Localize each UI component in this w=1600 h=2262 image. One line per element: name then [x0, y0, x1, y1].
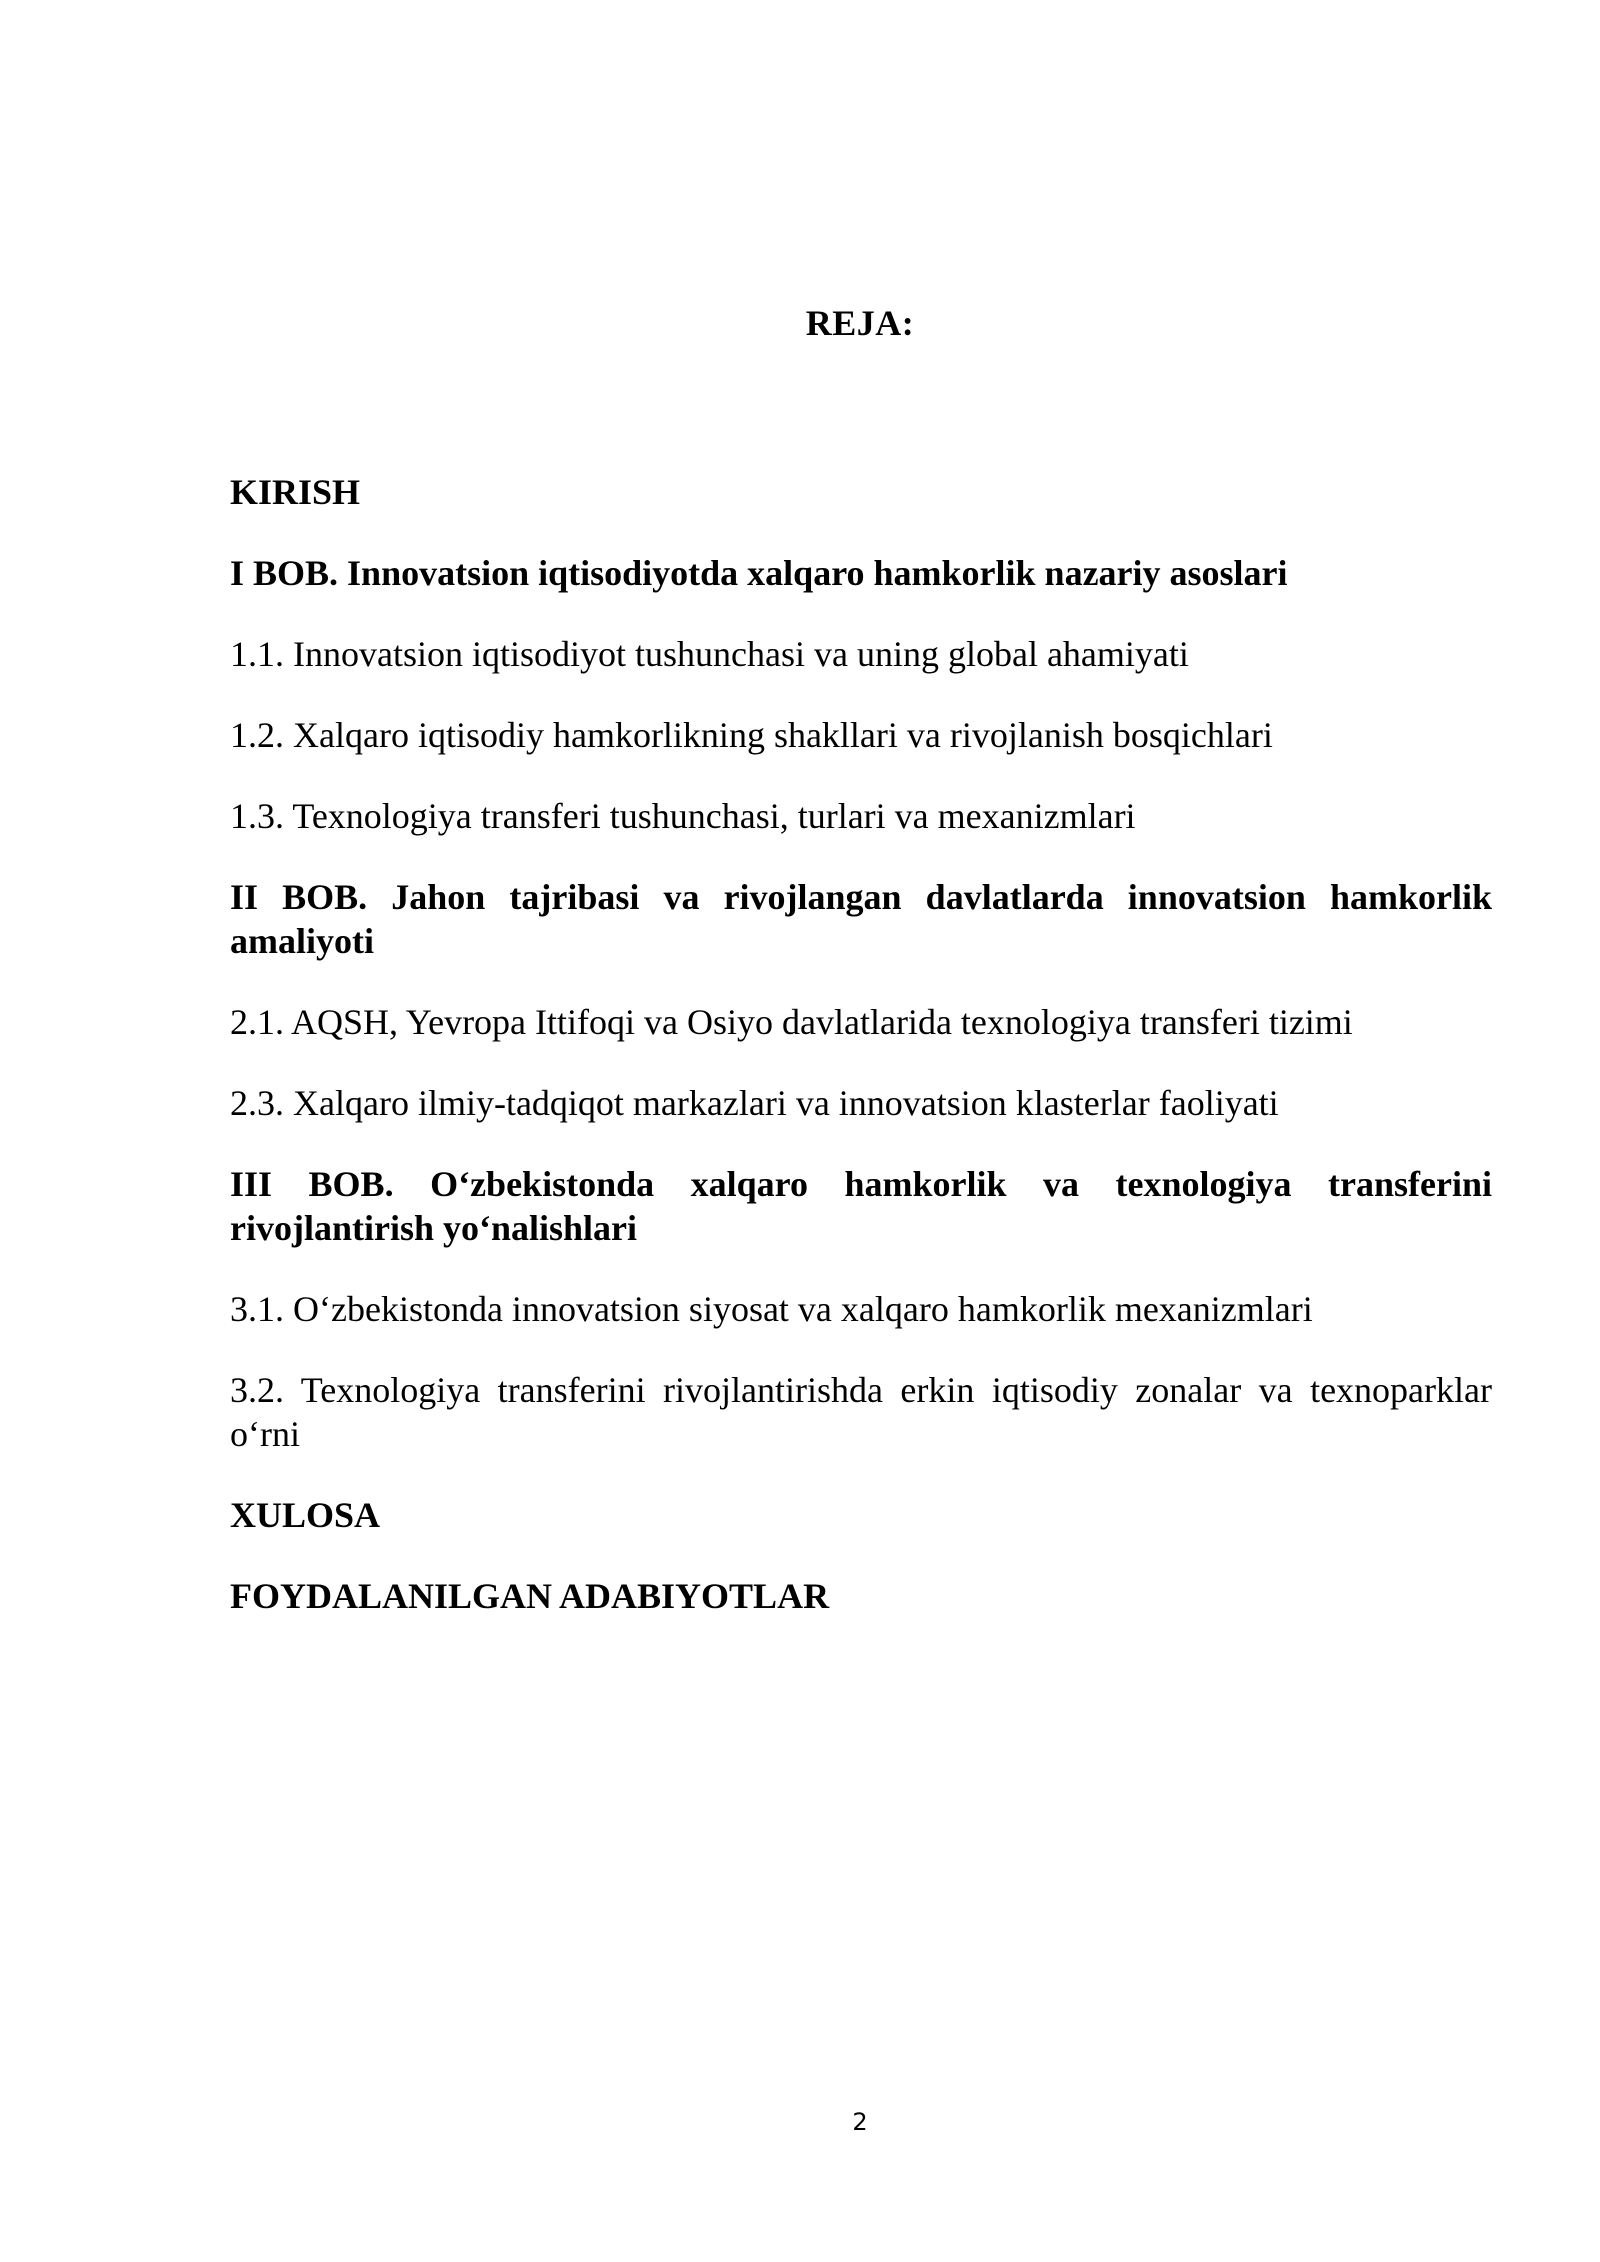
toc-item-section-1-2: 1.2. Xalqaro iqtisodiy hamkorlikning shakllari va rivojlanish bosqichlari [230, 715, 1273, 755]
document-title: REJA: [805, 303, 915, 343]
toc-item-references: FOYDALANILGAN ADABIYOTLAR [230, 1576, 830, 1616]
toc-item-chapter-1: I BOB. Innovatsion iqtisodiyotda xalqaro hamkorlik nazariy asoslari [230, 553, 1288, 593]
toc-item-section-1-1: 1.1. Innovatsion iqtisodiyot tushunchasi va uning global ahamiyati [230, 634, 1189, 674]
toc-item-chapter-3: III BOB. O‘zbekistonda xalqaro hamkorlik va texnologiya transferini rivojlantirish yo‘nalishlari [230, 1164, 1492, 1248]
toc-item-conclusion: XULOSA [230, 1495, 381, 1535]
toc-item-section-2-1: 2.1. AQSH, Yevropa Ittifoqi va Osiyo davlatlarida texnologiya transferi tizimi [230, 1002, 1353, 1042]
toc-item-section-3-1: 3.1. O‘zbekistonda innovatsion siyosat va xalqaro hamkorlik mexanizmlari [230, 1289, 1313, 1329]
page-number: 2 [852, 2108, 868, 2136]
toc-item-chapter-2: II BOB. Jahon tajribasi va rivojlangan davlatlarda innovatsion hamkorlik amaliyoti [230, 877, 1492, 961]
toc-item-section-3-2: 3.2. Texnologiya transferini rivojlantirishda erkin iqtisodiy zonalar va texnoparklar o‘rni [230, 1370, 1492, 1454]
toc-item-introduction: KIRISH [230, 472, 361, 512]
toc-item-section-2-3: 2.3. Xalqaro ilmiy-tadqiqot markazlari va innovatsion klasterlar faoliyati [230, 1083, 1279, 1123]
toc-item-section-1-3: 1.3. Texnologiya transferi tushunchasi, turlari va mexanizmlari [230, 796, 1136, 836]
